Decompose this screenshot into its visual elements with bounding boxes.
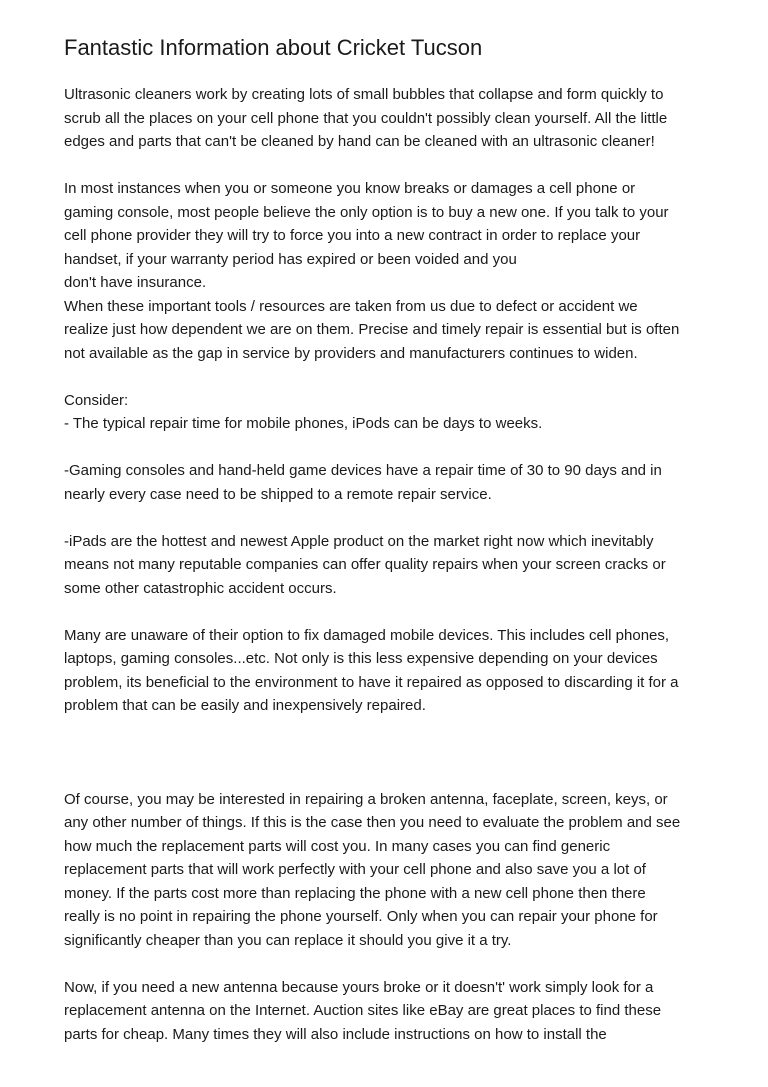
text-line: -iPads are the hottest and newest Apple product on the market right now which inevitably (64, 532, 654, 550)
text-line: problem, its beneficial to the environment to have it repaired as opposed to discarding it for a (64, 673, 679, 691)
paragraph-spacer (64, 365, 714, 389)
text-line: scrub all the places on your cell phone that you couldn't possibly clean yourself. All the little (64, 109, 668, 127)
text-line: parts for cheap. Many times they will also include instructions on how to install the (64, 1025, 607, 1043)
text-line: money. If the parts cost more than replacing the phone with a new cell phone then there (64, 884, 646, 902)
paragraph-spacer (64, 506, 714, 530)
paragraph-of-course (64, 788, 714, 953)
paragraph-repair-options (64, 177, 714, 365)
text-line: edges and parts that can't be cleaned by hand can be cleaned with an ultrasonic cleaner! (64, 133, 655, 150)
paragraph-ultrasonic (64, 83, 714, 154)
page-title: Fantastic Information about Cricket Tucson (64, 35, 483, 60)
text-line: Ultrasonic cleaners work by creating lots of small bubbles that collapse and form quickly to (64, 86, 664, 103)
text-line: Many are unaware of their option to fix damaged mobile devices. This includes cell phones, (64, 626, 670, 644)
text-line: really is no point in repairing the phone yourself. Only when you can repair your phone for (64, 908, 658, 925)
document-page (64, 33, 714, 1046)
text-line: some other catastrophic accident occurs. (64, 579, 337, 597)
text-line: not available as the gap in service by providers and manufacturers continues to widen. (64, 344, 638, 362)
text-line: realize just how dependent we are on them. Precise and timely repair is essential but is often (64, 321, 680, 338)
text-line: Now, if you need a new antenna because yours broke or it doesn't' work simply look for a (64, 978, 654, 996)
text-line: When these important tools / resources are taken from us due to defect or accident we (64, 297, 638, 315)
paragraph-spacer (64, 154, 714, 178)
text-line: how much the replacement parts will cost you. In many cases you can find generic (64, 837, 611, 855)
paragraph-spacer (64, 718, 714, 788)
paragraph-ipads (64, 530, 714, 601)
paragraph-spacer (64, 436, 714, 460)
text-line: laptops, gaming consoles...etc. Not only is this less expensive depending on your devices (64, 650, 658, 667)
text-line: Of course, you may be interested in repairing a broken antenna, faceplate, screen, keys, or (64, 790, 668, 808)
text-line: don't have insurance. (64, 274, 207, 291)
text-line: -Gaming consoles and hand-held game devices have a repair time of 30 to 90 days and in (64, 462, 662, 479)
text-line: replacement antenna on the Internet. Auction sites like eBay are great places to find these (64, 1002, 662, 1019)
paragraph-gaming-consoles (64, 459, 714, 506)
text-line: any other number of things. If this is the case then you need to evaluate the problem and see (64, 814, 681, 831)
text-line: cell phone provider they will try to force you into a new contract in order to replace your (64, 227, 641, 244)
text-line: gaming console, most people believe the only option is to buy a new one. If you talk to your (64, 203, 669, 221)
text-line: significantly cheaper than you can replace it should you give it a try. (64, 931, 512, 949)
paragraph-antenna (64, 976, 714, 1047)
text-line: nearly every case need to be shipped to a remote repair service. (64, 485, 492, 503)
text-line: problem that can be easily and inexpensively repaired. (64, 697, 426, 714)
paragraph-spacer (64, 952, 714, 976)
text-line: means not many reputable companies can offer quality repairs when your screen cracks or (64, 556, 666, 573)
text-line: - The typical repair time for mobile phones, iPods can be days to weeks. (64, 415, 543, 432)
paragraph-unaware (64, 624, 714, 718)
paragraph-consider (64, 389, 714, 436)
paragraph-spacer (64, 600, 714, 624)
text-line: replacement parts that will work perfectly with your cell phone and also save you a lot of (64, 861, 646, 878)
text-line: In most instances when you or someone you know breaks or damages a cell phone or (64, 180, 636, 197)
text-line: handset, if your warranty period has expired or been voided and you (64, 250, 517, 268)
text-line: Consider: (64, 391, 129, 409)
